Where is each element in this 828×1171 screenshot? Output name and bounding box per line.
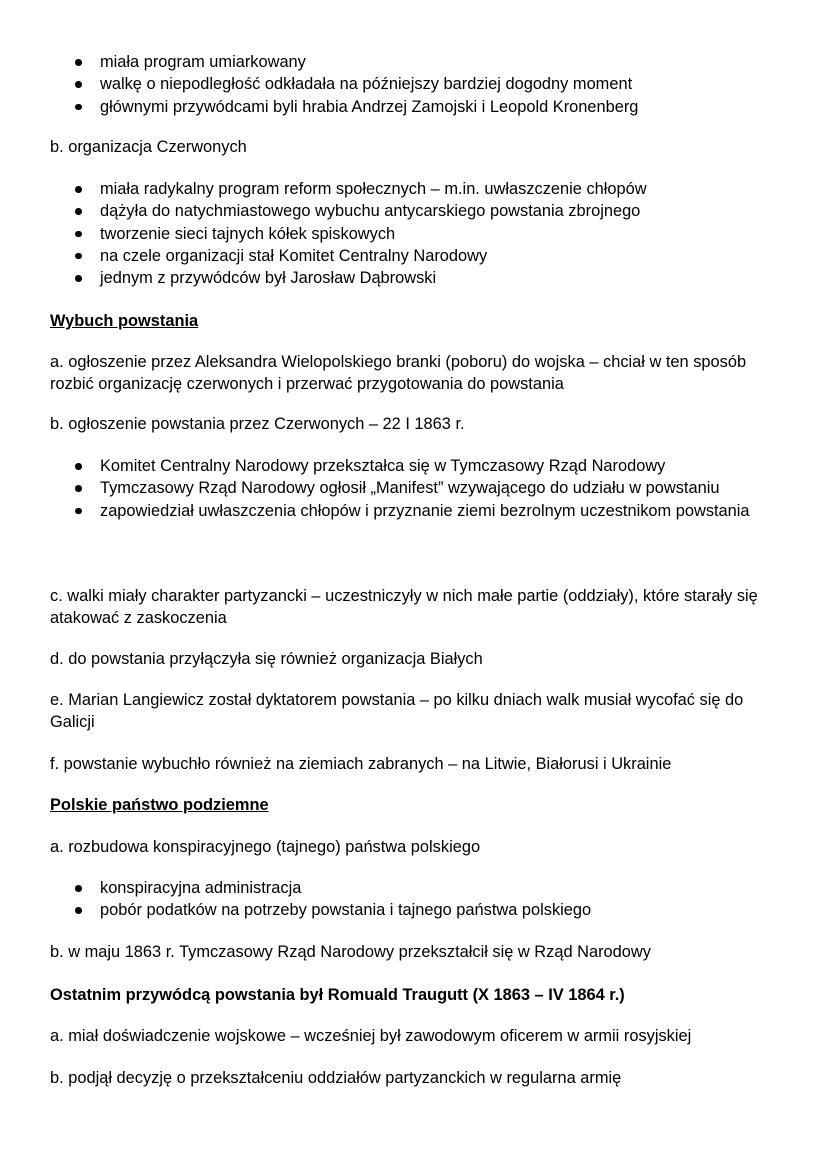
czerwoni-program-list — [72, 178, 647, 289]
rzad-narodowy-list — [72, 455, 752, 522]
panstwo-point-a: a. rozbudowa konspiracyjnego (tajnego) państwa polskiego — [50, 838, 481, 856]
list-item: miała radykalny program reform społecznych – m.in. uwłaszczenie chłopów — [72, 178, 647, 200]
wybuch-point-d: d. do powstania przyłączyła się również organizacja Białych — [50, 650, 483, 668]
list-item: jednym z przywódców był Jarosław Dąbrowski — [72, 267, 647, 289]
heading-wybuch-powstania: Wybuch powstania — [50, 312, 199, 330]
section-b-czerwoni: b. organizacja Czerwonych — [50, 138, 247, 156]
traugutt-point-b: b. podjął decyzję o przekształceniu oddziałów partyzanckich w regularna armię — [50, 1069, 622, 1087]
list-item: walkę o niepodległość odkładała na późniejszy bardziej dogodny moment — [72, 73, 638, 95]
wybuch-point-e: e. Marian Langiewicz został dyktatorem powstania – po kilku dniach walk musiał wycofać się do Galicji — [50, 691, 744, 731]
list-item: konspiracyjna administracja — [72, 877, 591, 899]
list-item: dążyła do natychmiastowego wybuchu antycarskiego powstania zbrojnego — [72, 200, 647, 222]
wybuch-point-b: b. ogłoszenie powstania przez Czerwonych – 22 I 1863 r. — [50, 415, 465, 433]
traugutt-point-a: a. miał doświadczenie wojskowe – wcześniej był zawodowym oficerem w armii rosyjskiej — [50, 1027, 692, 1045]
list-item: głównymi przywódcami byli hrabia Andrzej Zamojski i Leopold Kronenberg — [72, 96, 638, 118]
list-item: miała program umiarkowany — [72, 51, 638, 73]
list-item: tworzenie sieci tajnych kółek spiskowych — [72, 223, 647, 245]
biali-program-list — [72, 51, 638, 118]
wybuch-point-c: c. walki miały charakter partyzancki – uczestniczyły w nich małe partie (oddziały), które starały się atakować z zaskoczenia — [50, 587, 758, 627]
heading-panstwo-podziemne: Polskie państwo podziemne — [50, 796, 269, 814]
list-item: zapowiedział uwłaszczenia chłopów i przyznanie ziemi bezrolnym uczestnikom powstania — [72, 500, 752, 522]
list-item: na czele organizacji stał Komitet Centralny Narodowy — [72, 245, 647, 267]
panstwo-list — [72, 877, 591, 922]
list-item: Tymczasowy Rząd Narodowy ogłosił „Manifest” wzywającego do udziału w powstaniu — [72, 477, 752, 499]
list-item: pobór podatków na potrzeby powstania i tajnego państwa polskiego — [72, 899, 591, 921]
list-item: Komitet Centralny Narodowy przekształca się w Tymczasowy Rząd Narodowy — [72, 455, 752, 477]
panstwo-point-b: b. w maju 1863 r. Tymczasowy Rząd Narodowy przekształcił się w Rząd Narodowy — [50, 943, 651, 961]
wybuch-point-a: a. ogłoszenie przez Aleksandra Wielopolskiego branki (poboru) do wojska – chciał w ten sposób rozbić organizację czerwonych i przerwać przygotowania do powstania — [50, 353, 747, 393]
heading-traugutt: Ostatnim przywódcą powstania był Romuald Traugutt (X 1863 – IV 1864 r.) — [50, 986, 625, 1004]
wybuch-point-f: f. powstanie wybuchło również na ziemiach zabranych – na Litwie, Białorusi i Ukrainie — [50, 755, 672, 773]
